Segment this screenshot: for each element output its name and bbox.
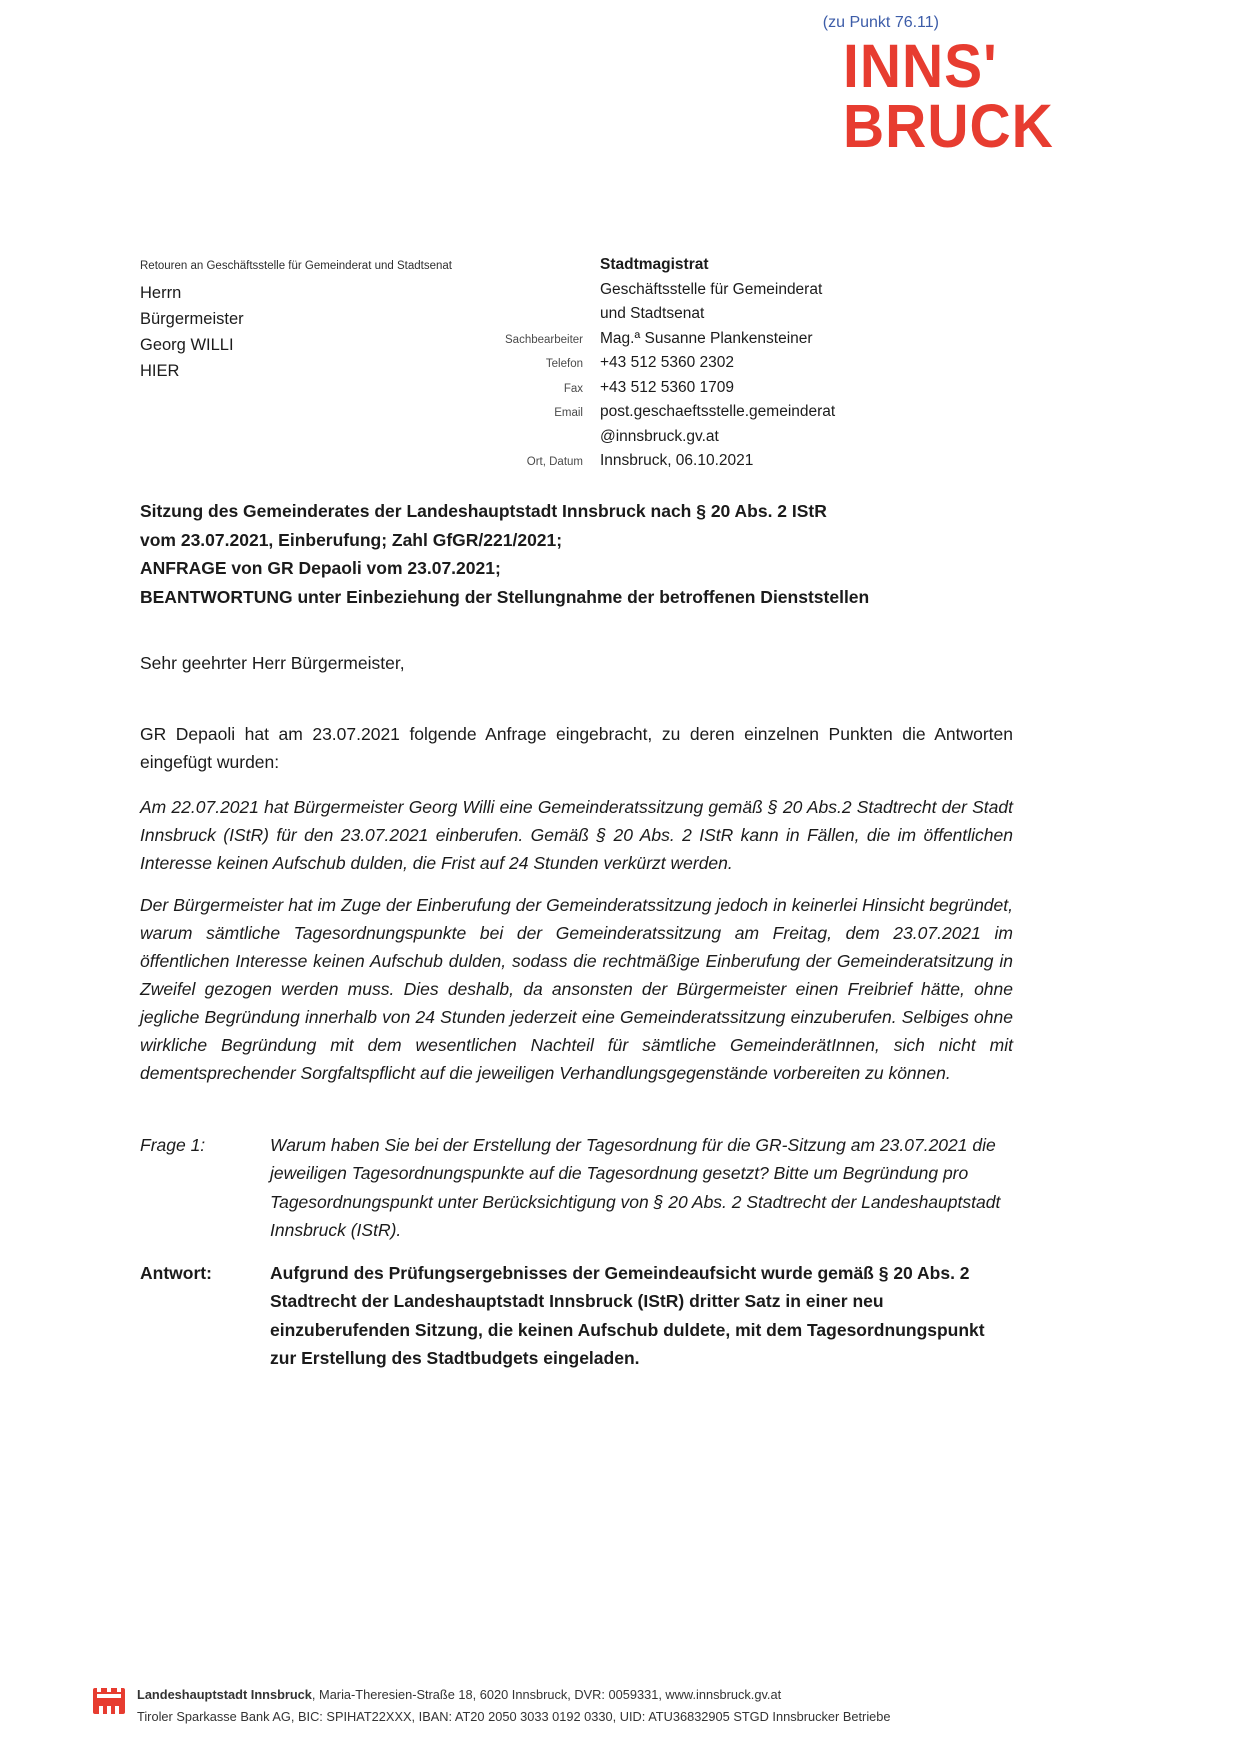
recipient-line: HIER	[140, 362, 180, 380]
answer-1-row	[140, 1259, 1013, 1373]
answer-1-label: Antwort:	[140, 1262, 212, 1283]
contact-row-sachbearbeiter	[440, 330, 1020, 355]
contact-value: +43 512 5360 2302	[600, 354, 735, 371]
footer	[93, 1684, 1173, 1727]
contact-org-row	[440, 305, 1020, 330]
contact-label: Fax	[563, 382, 583, 395]
subject-line: BEANTWORTUNG unter Einbeziehung der Stellungnahme der betroffenen Dienststellen	[140, 586, 870, 607]
question-1-text: Warum haben Sie bei der Erstellung der Tagesordnung für die GR-Sitzung am 23.07.2021 die jeweiligen Tagesordnungspunkte auf die Tagesordnung gesetzt? Bitte um Begründung pro Tagesordnungspunkt unter Berücksichtigung von § 20 Abs. 2 Stadtrecht der Landeshauptstadt Innsbruck (IStR).	[270, 1134, 1001, 1240]
footer-line-2: Tiroler Sparkasse Bank AG, BIC: SPIHAT22XXX, IBAN: AT20 2050 3033 0192 0330, UID: ATU36832905 STGD Innsbrucker Betriebe	[137, 1708, 891, 1724]
footer-text	[137, 1684, 891, 1727]
sender-contact-block	[440, 256, 1020, 477]
recipient-line: Herrn	[140, 284, 182, 302]
contact-row-telefon	[440, 354, 1020, 379]
subject-line: vom 23.07.2021, Einberufung; Zahl GfGR/221/2021;	[140, 529, 563, 550]
innsbruck-coat-of-arms-icon	[93, 1686, 125, 1721]
contact-value: @innsbruck.gv.at	[600, 427, 719, 445]
subject-line: ANFRAGE von GR Depaoli vom 23.07.2021;	[140, 558, 501, 578]
contact-value: post.geschaeftsstelle.gemeinderat	[600, 403, 836, 420]
contact-row-fax	[440, 379, 1020, 404]
footer-line-1	[137, 1684, 891, 1706]
return-address-line: Retouren an Geschäftsstelle für Gemeinderat und Stadtsenat	[140, 260, 452, 272]
question-1-label: Frage 1:	[140, 1134, 206, 1155]
letter-body	[140, 497, 1013, 1373]
contact-value: Mag.ª Susanne Plankensteiner	[600, 329, 813, 347]
recipient-line: Bürgermeister	[140, 310, 244, 328]
inquiry-paragraph-2: Der Bürgermeister hat im Zuge der Einberufung der Gemeinderatssitzung jedoch in keinerlei Hinsicht begründet, warum sämtliche Tagesordnungspunkte bei der Gemeinderatssitzung am Freitag, dem 23.07.2021 im öffentlichen Interesse keinen Aufschub dulden, sodass die rechtmäßige Einberufung der Gemeinderatsitzung in Zweifel gezogen werden muss. Dies deshalb, da ansonsten der Bürgermeister einen Freibrief hätte, ohne jegliche Begründung innerhalb von 24 Stunden jederzeit eine Gemeinderatssitzung einzuberufen. Selbiges ohne wirkliche Begründung mit dem wesentlichen Nachteil für sämtliche GemeinderätInnen, sich nicht mit dementsprechender Sorgfaltspflicht auf die jeweiligen Verhandlungsgegenstände vorbereiten zu können.	[140, 894, 1013, 1083]
footer-city-name: Landeshauptstadt Innsbruck	[137, 1687, 312, 1702]
contact-label: Telefon	[545, 358, 583, 370]
footer-address: , Maria-Theresien-Straße 18, 6020 Innsbruck, DVR: 0059331, www.innsbruck.gv.at	[311, 1687, 782, 1702]
contact-org-row	[440, 281, 1020, 306]
contact-org-line: Geschäftsstelle für Gemeinderat	[600, 280, 823, 298]
salutation: Sehr geehrter Herr Bürgermeister,	[140, 653, 405, 673]
contact-org-line: und Stadtsenat	[600, 305, 705, 322]
contact-label: Email	[554, 407, 583, 419]
contact-row-email-wrap	[440, 428, 1020, 453]
contact-label: Ort, Datum	[526, 456, 583, 468]
contact-row-ort-datum	[440, 452, 1020, 477]
contact-value: Innsbruck, 06.10.2021	[600, 452, 754, 469]
subject-line: Sitzung des Gemeinderates der Landeshauptstadt Innsbruck nach § 20 Abs. 2 IStR	[140, 501, 827, 521]
innsbruck-logo-line2: BRUCK	[843, 92, 1054, 162]
intro-paragraph: GR Depaoli hat am 23.07.2021 folgende Anfrage eingebracht, zu deren einzelnen Punkten die Antworten eingefügt wurden:	[140, 723, 1013, 772]
subject-block	[140, 497, 1013, 611]
recipient-line: Georg WILLI	[140, 336, 234, 354]
answer-1-text: Aufgrund des Prüfungsergebnisses der Gemeindeaufsicht wurde gemäß § 20 Abs. 2 Stadtrecht der Landeshauptstadt Innsbruck (IStR) dritter Satz in einer neu einzuberufenden Sitzung, die keinen Aufschub duldete, mit dem Tagesordnungspunkt zur Erstellung des Stadtbudgets eingeladen.	[270, 1262, 985, 1368]
question-1-row	[140, 1131, 1013, 1245]
inquiry-paragraph-1: Am 22.07.2021 hat Bürgermeister Georg Willi eine Gemeinderatssitzung gemäß § 20 Abs.2 Stadtrecht der Stadt Innsbruck (IStR) für den 23.07.2021 einberufen. Gemäß § 20 Abs. 2 IStR kann in Fällen, die im öffentlichen Interesse keinen Aufschub dulden, die Frist auf 24 Stunden verkürzt werden.	[140, 796, 1013, 873]
innsbruck-logo	[843, 31, 1054, 162]
contact-org-row	[440, 256, 1020, 281]
contact-org-name: Stadtmagistrat	[600, 256, 709, 273]
contact-label: Sachbearbeiter	[505, 333, 583, 346]
contact-value: +43 512 5360 1709	[600, 378, 735, 396]
agenda-point-reference: (zu Punkt 76.11)	[822, 14, 939, 31]
innsbruck-logo-line1: INNS'	[843, 31, 998, 101]
contact-row-email	[440, 403, 1020, 428]
